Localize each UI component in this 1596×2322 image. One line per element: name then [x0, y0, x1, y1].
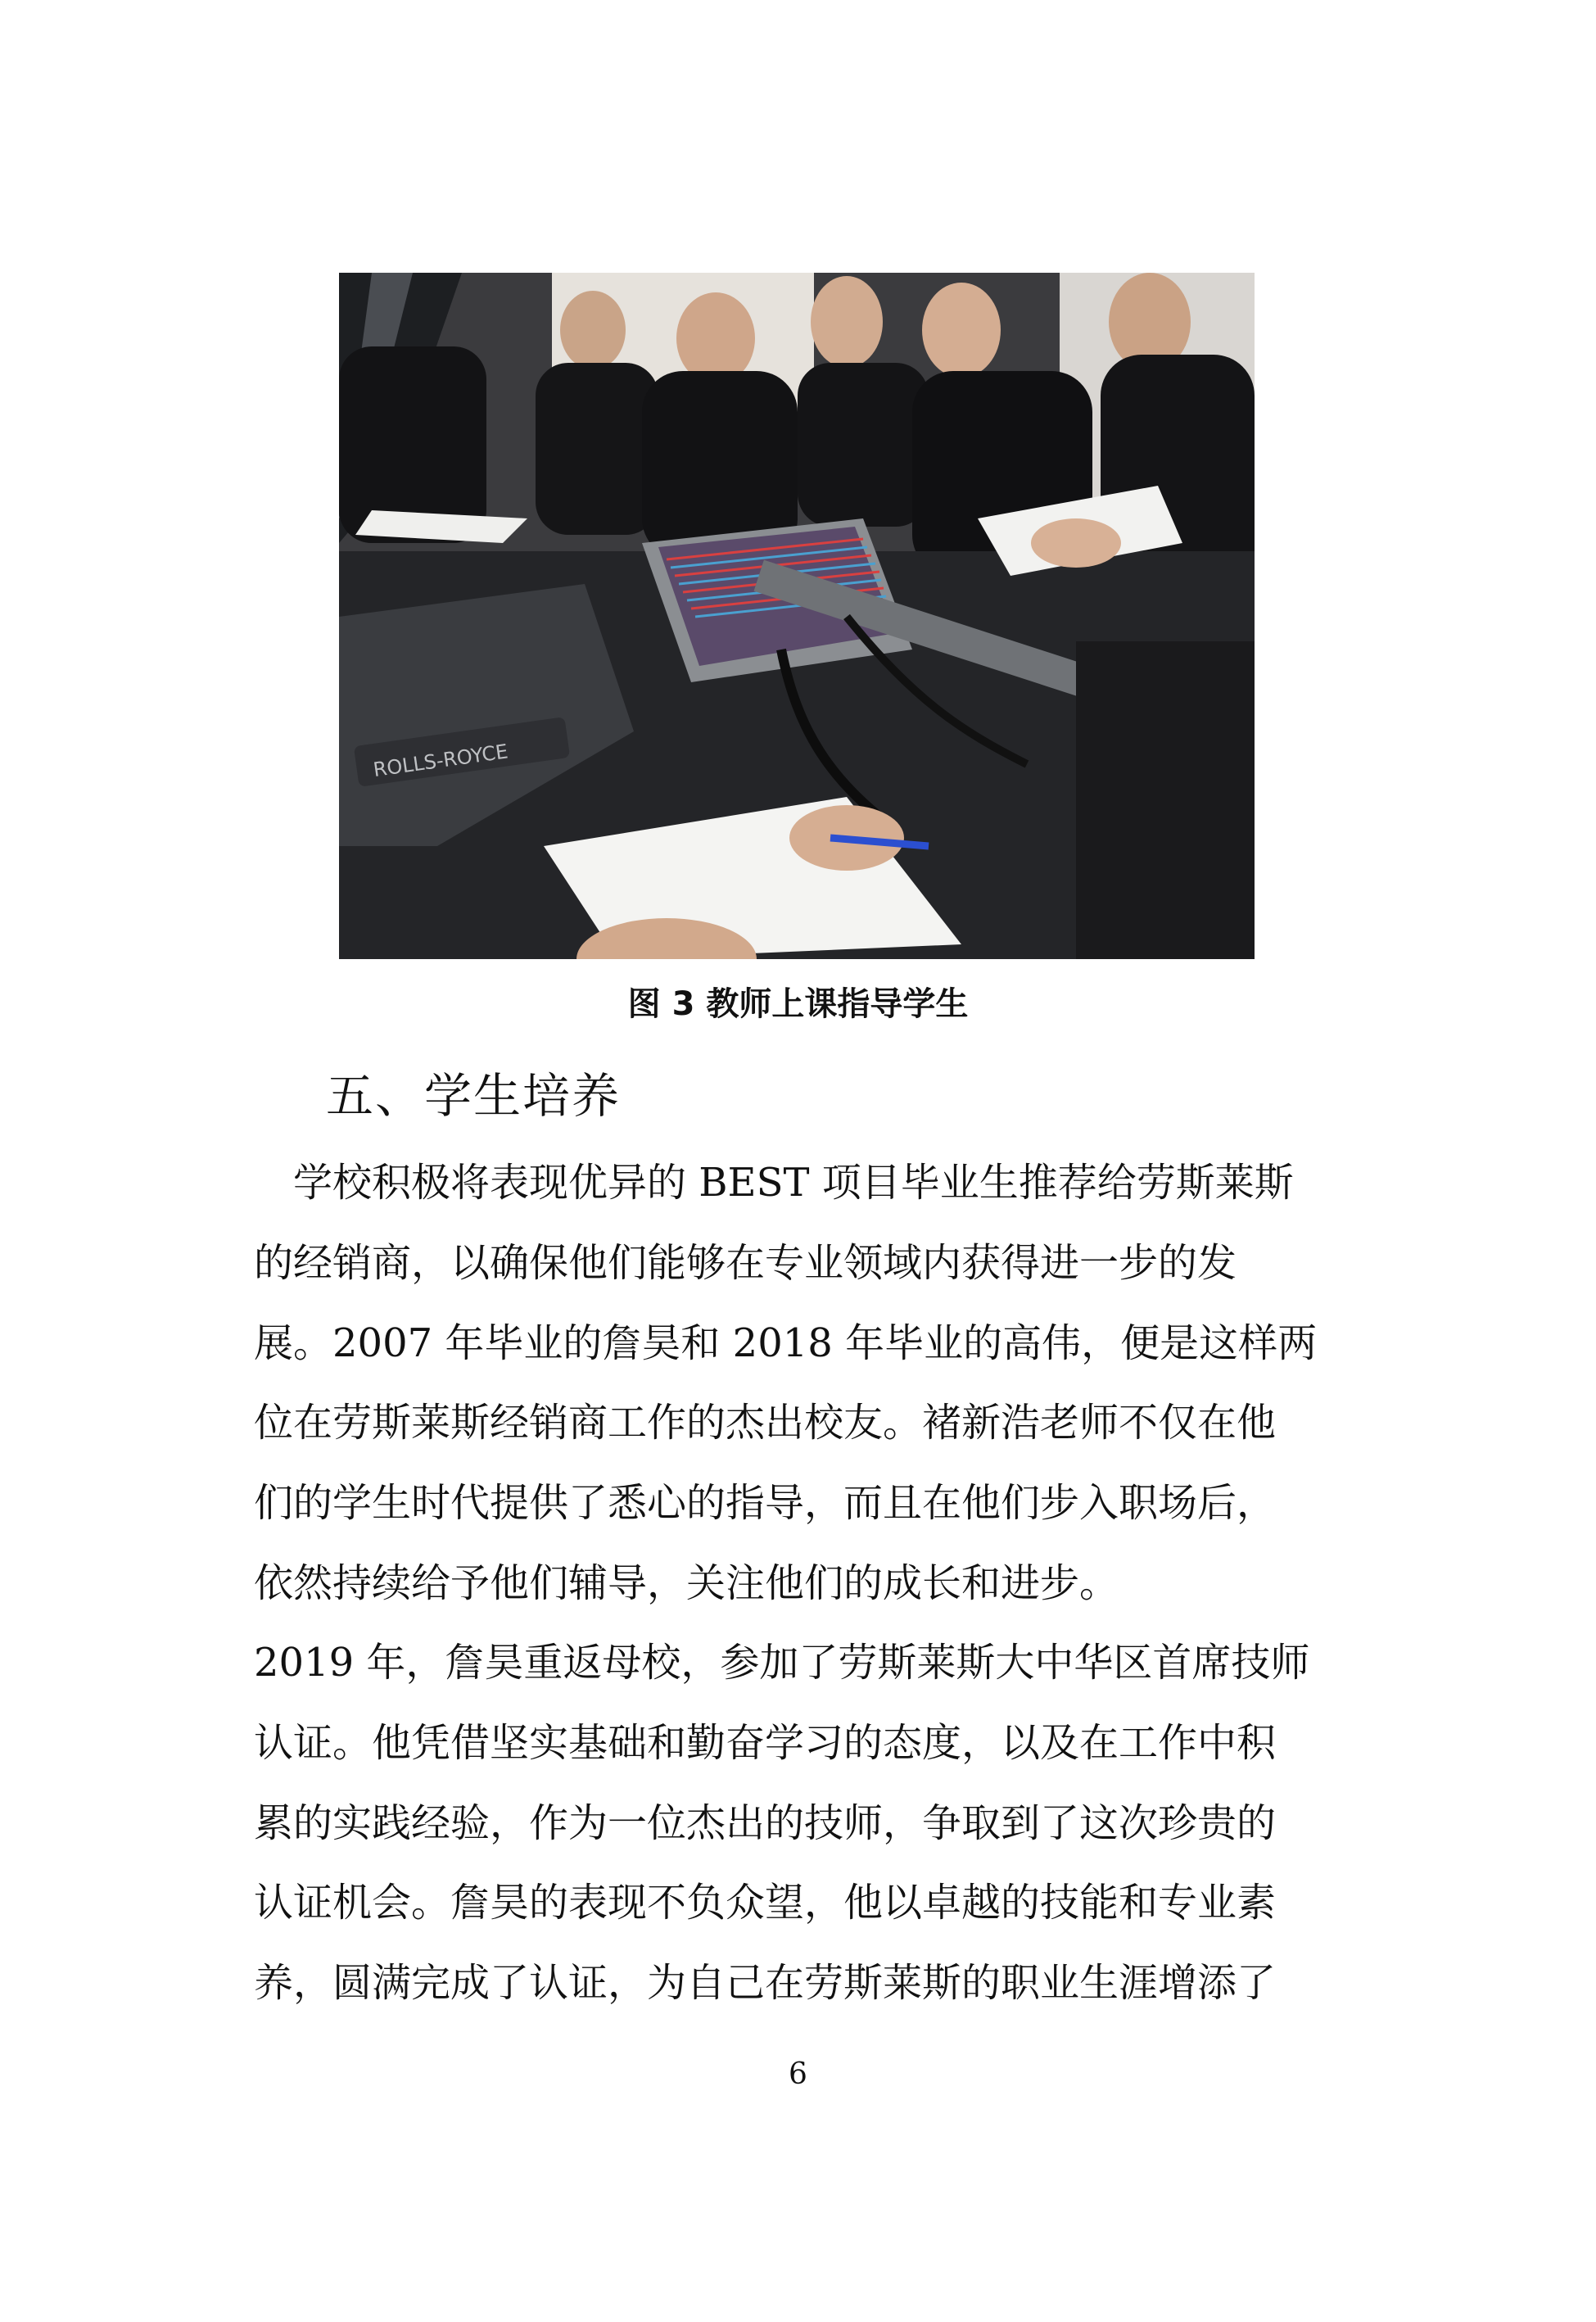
- figure-photo: [339, 273, 1255, 959]
- paragraph-line: 位在劳斯莱斯经销商工作的杰出校友。褚新浩老师不仅在他: [254, 1400, 1277, 1446]
- figure-caption: 图 3 教师上课指导学生: [627, 985, 969, 1023]
- section-heading: 五、学生培养: [326, 1068, 622, 1124]
- engine-cover-text: ROLLS-ROYCE: [372, 740, 510, 782]
- paragraph-line: 认证。他凭借坚实基础和勤奋学习的态度，以及在工作中积: [254, 1720, 1277, 1766]
- paragraph-line: 养，圆满完成了认证，为自己在劳斯莱斯的职业生涯增添了: [254, 1960, 1277, 2006]
- page-number: 6: [789, 2057, 807, 2091]
- paragraph-line: 累的实践经验，作为一位杰出的技师，争取到了这次珍贵的: [254, 1800, 1277, 1846]
- paragraph-line: 依然持续给予他们辅导，关注他们的成长和进步。: [254, 1560, 1119, 1606]
- engine-bay-photo: [339, 273, 1255, 959]
- paragraph-line: 2019 年，詹昊重返母校，参加了劳斯莱斯大中华区首席技师: [254, 1640, 1310, 1686]
- paragraph-line: 展。2007 年毕业的詹昊和 2018 年毕业的高伟，便是这样两: [254, 1320, 1318, 1366]
- paragraph-line: 的经销商，以确保他们能够在专业领域内获得进一步的发: [254, 1240, 1237, 1286]
- paragraph-line: 认证机会。詹昊的表现不负众望，他以卓越的技能和专业素: [254, 1880, 1277, 1926]
- paragraph-line: 学校积极将表现优异的 BEST 项目毕业生推荐给劳斯莱斯: [254, 1160, 1294, 1206]
- paragraph-line: 们的学生时代提供了悉心的指导，而且在他们步入职场后，: [254, 1480, 1277, 1526]
